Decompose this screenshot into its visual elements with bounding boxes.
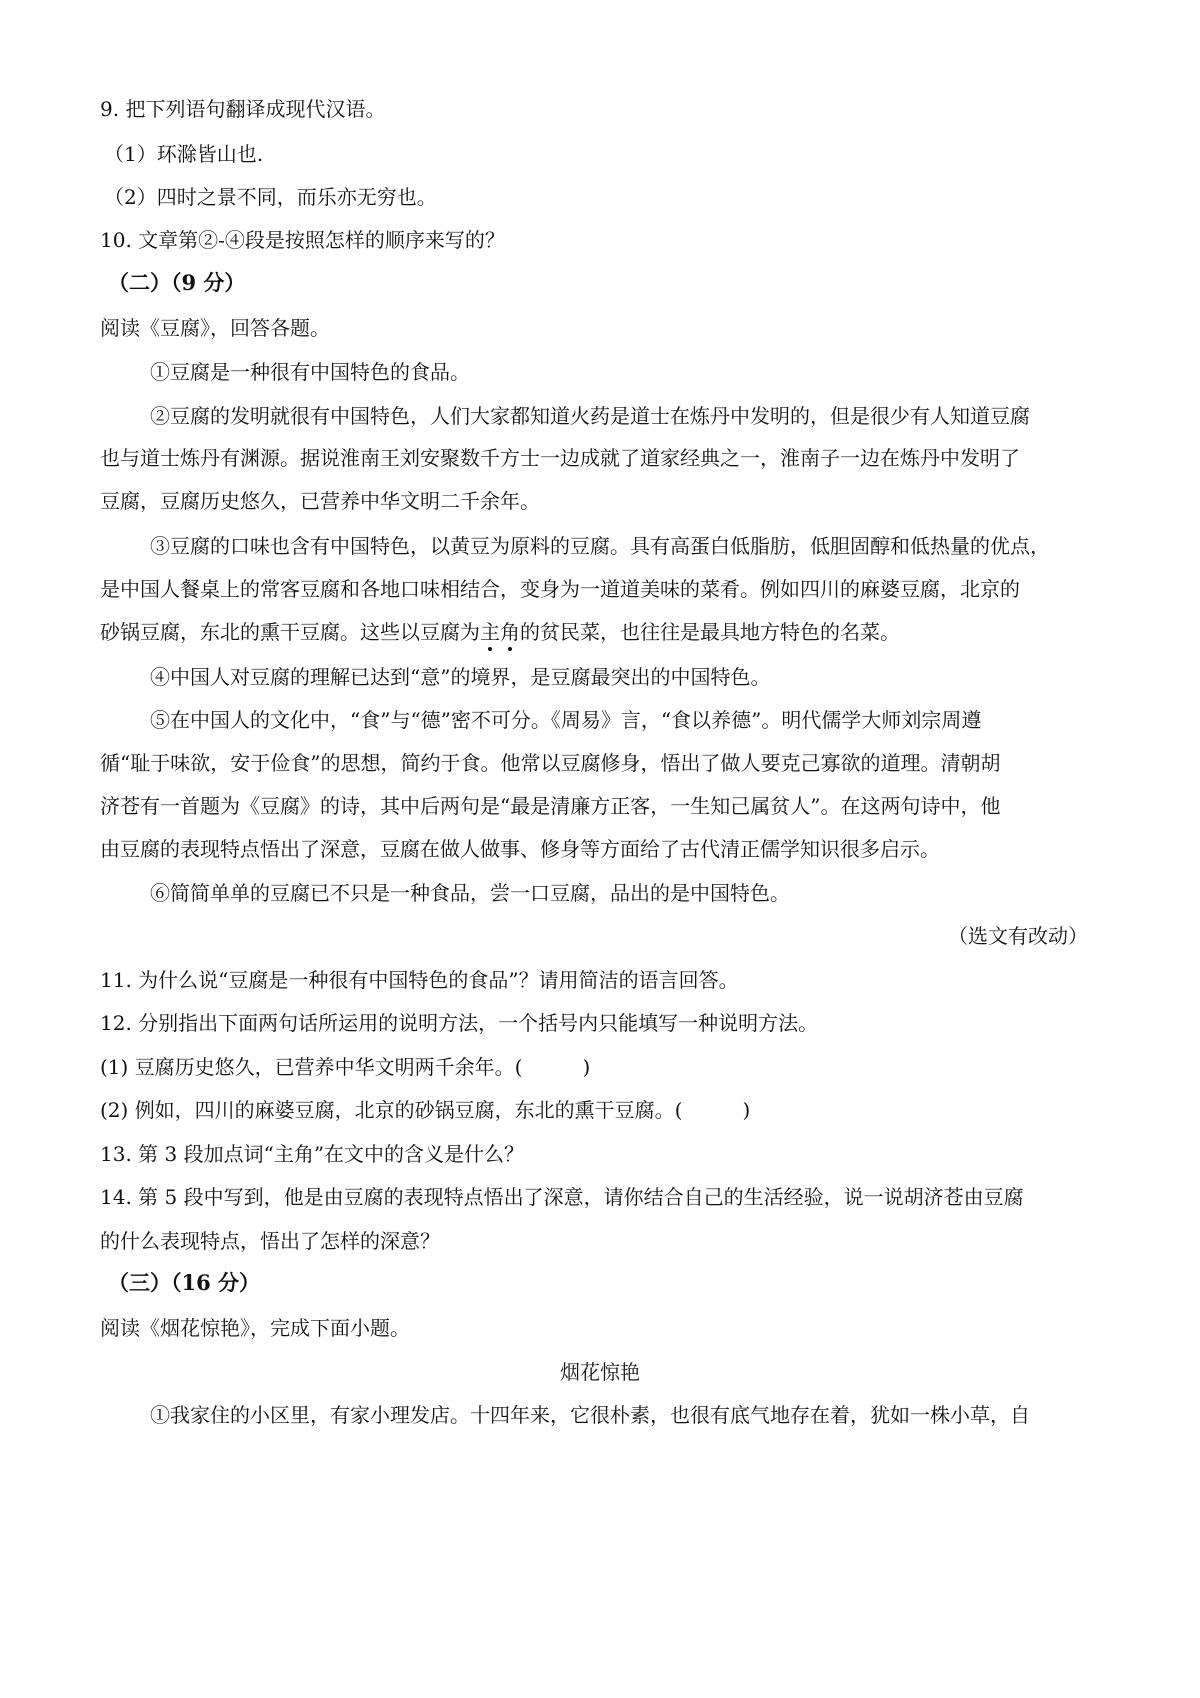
section-3-heading: （三）（16 分）	[108, 1270, 261, 1295]
paragraph-3-line-2: 是中国人餐桌上的常客豆腐和各地口味相结合，变身为一道道美味的菜肴。例如四川的麻婆豆腐，北京的	[100, 577, 1020, 601]
paragraph-3-line-1: ③豆腐的口味也含有中国特色，以黄豆为原料的豆腐。具有高蛋白低脂肪，低胆固醇和低热量的优点，	[150, 534, 1050, 558]
emphasized-word	[480, 620, 520, 644]
emphasis-dot	[508, 647, 512, 651]
emphasized-word-text: 主角	[480, 620, 520, 644]
question-14-line-2: 的什么表现特点，悟出了怎样的深意？	[100, 1229, 440, 1253]
question-9: 9. 把下列语句翻译成现代汉语。	[100, 97, 386, 121]
paragraph-3-text-after: 的贫民菜，也往往是最具地方特色的名菜。	[520, 620, 900, 644]
paragraph-5-line-4: 由豆腐的表现特点悟出了深意，豆腐在做人做事、修身等方面给了古代清正儒学知识很多启示。	[100, 837, 940, 861]
question-14-line-1: 14. 第 5 段中写到，他是由豆腐的表现特点悟出了深意，请你结合自己的生活经验，说一说胡济苍由豆腐	[100, 1185, 1024, 1209]
question-12: 12. 分别指出下面两句话所运用的说明方法，一个括号内只能填写一种说明方法。	[100, 1011, 819, 1035]
reading-instruction-3: 阅读《烟花惊艳》，完成下面小题。	[100, 1316, 410, 1340]
article-title: 烟花惊艳	[560, 1360, 640, 1384]
question-13: 13. 第 3 段加点词“主角”在文中的含义是什么？	[100, 1142, 525, 1166]
paragraph-5-line-1: ⑤在中国人的文化中，“食”与“德”密不可分。《周易》言，“食以养德”。明代儒学大师刘宗周遵	[150, 708, 982, 732]
paragraph-3-text-before: 砂锅豆腐，东北的熏干豆腐。这些以豆腐为	[100, 620, 480, 644]
paragraph-1: ①豆腐是一种很有中国特色的食品。	[150, 360, 470, 384]
question-11: 11. 为什么说“豆腐是一种很有中国特色的食品”？请用简洁的语言回答。	[100, 968, 739, 992]
paragraph-2-line-2: 也与道士炼丹有渊源。据说淮南王刘安聚数千方士一边成就了道家经典之一，淮南子一边在炼丹中发明了	[100, 446, 1020, 470]
emphasis-dot	[488, 647, 492, 651]
paragraph-2-line-1: ②豆腐的发明就很有中国特色，人们大家都知道火药是道士在炼丹中发明的，但是很少有人知道豆腐	[150, 404, 1030, 428]
section-2-heading: （二）（9 分）	[108, 270, 246, 295]
paragraph-6: ⑥简简单单的豆腐已不只是一种食品，尝一口豆腐，品出的是中国特色。	[150, 881, 790, 905]
paragraph-5-line-2: 循“耻于味欲，安于俭食”的思想，简约于食。他常以豆腐修身，悟出了做人要克己寡欲的道理。清朝胡	[100, 751, 1001, 775]
paragraph-5-line-3: 济苍有一首题为《豆腐》的诗，其中后两句是“最是清廉方正客，一生知己属贫人”。在这两句诗中，他	[100, 794, 1001, 818]
question-12-item-1: (1) 豆腐历史悠久，已营养中华文明两千余年。( )	[100, 1055, 591, 1079]
question-10: 10. 文章第②-④段是按照怎样的顺序来写的？	[100, 228, 505, 252]
paragraph-3-line-3	[100, 617, 1100, 647]
article-paragraph-1: ①我家住的小区里，有家小理发店。十四年来，它很朴素，也很有底气地存在着，犹如一株小草，自	[150, 1403, 1030, 1427]
paragraph-2-line-3: 豆腐，豆腐历史悠久，已营养中华文明二千余年。	[100, 489, 540, 513]
reading-instruction-2: 阅读《豆腐》，回答各题。	[100, 316, 330, 340]
paragraph-4: ④中国人对豆腐的理解已达到“意”的境界，是豆腐最突出的中国特色。	[150, 665, 771, 689]
question-9-item-2: （2）四时之景不同，而乐亦无穷也。	[104, 185, 437, 209]
question-12-item-2: (2) 例如，四川的麻婆豆腐，北京的砂锅豆腐，东北的熏干豆腐。( )	[100, 1098, 751, 1122]
question-9-item-1: （1）环滁皆山也.	[104, 142, 264, 166]
source-note: （选文有改动）	[948, 924, 1088, 948]
